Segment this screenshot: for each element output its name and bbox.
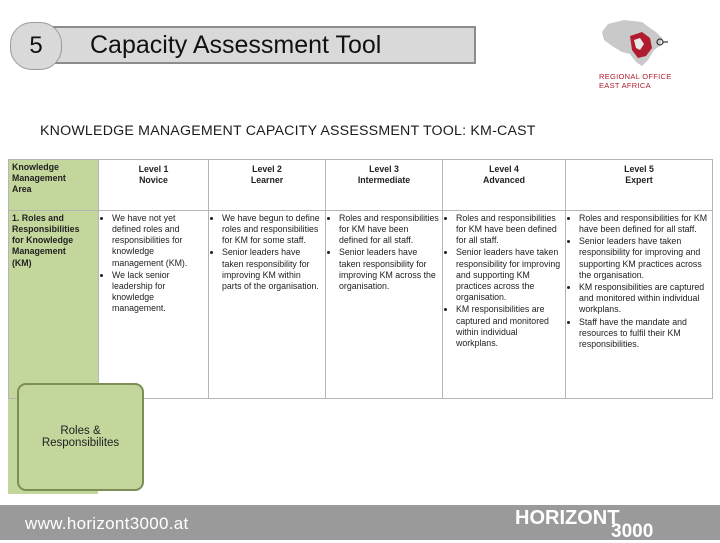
footer-brand-number: 3000 — [611, 521, 654, 542]
level-2-cell — [209, 210, 326, 398]
slide-title: Capacity Assessment Tool — [90, 30, 382, 59]
level-1-header — [99, 160, 209, 211]
callout-line-1: Roles & — [60, 425, 101, 437]
list-item: • Senior leaders have taken responsibility for improving and supporting KM practices across the organisation. — [456, 247, 562, 303]
level-label: Novice — [139, 175, 168, 186]
area-title-line: 1. Roles and — [12, 212, 64, 223]
level-label: Intermediate — [357, 175, 411, 186]
level-4-cell — [443, 210, 566, 398]
callout-line-2: Responsibilites — [41, 437, 120, 449]
level-5-header — [566, 160, 713, 211]
level-name: Level 2 — [252, 164, 282, 174]
list-item: • KM responsibilities are captured and monitored within individual workplans. — [456, 304, 562, 349]
area-title-line: (KM) — [12, 257, 32, 268]
level-2-header — [209, 160, 326, 211]
level-name: Level 1 — [138, 164, 169, 174]
logo-caption — [599, 72, 672, 90]
area-title-line: Responsibilities — [12, 223, 80, 234]
slide-number: 5 — [29, 32, 43, 59]
logo-line-1: REGIONAL OFFICE — [599, 72, 672, 81]
table-header-row — [9, 160, 713, 211]
main-heading: KNOWLEDGE MANAGEMENT CAPACITY ASSESSMENT TOOL: KM-CAST — [40, 123, 536, 139]
table-row — [9, 210, 713, 398]
slide-title-bar — [52, 26, 476, 64]
level-name: Level 4 — [489, 164, 519, 174]
area-title-line: for Knowledge — [12, 235, 74, 246]
list-item: • Senior leaders have taken responsibility for improving KM across the organisation. — [339, 247, 439, 292]
area-header-line: Management — [12, 173, 66, 184]
list-item: • Roles and responsibilities for KM have been defined for all staff. — [579, 213, 709, 235]
list-item: • Roles and responsibilities for KM have been defined for all staff. — [339, 213, 439, 247]
area-title-cell — [9, 210, 99, 398]
list-item: • Senior leaders have taken responsibility for improving KM within parts of the organisation. — [222, 247, 322, 292]
km-cast-table — [8, 159, 713, 399]
level-3-cell — [326, 210, 443, 398]
level-5-cell — [566, 210, 713, 398]
list-item: • KM responsibilities are captured and monitored within individual workplans. — [579, 282, 709, 316]
level-4-header — [443, 160, 566, 211]
area-header-line: Area — [12, 184, 32, 195]
level-label: Advanced — [482, 175, 526, 186]
slide-number-badge — [10, 22, 62, 70]
level-name: Level 5 — [624, 164, 654, 174]
list-item: • We lack senior leadership for knowledge management. — [112, 270, 205, 315]
list-item: • Senior leaders have taken responsibility for improving and supporting KM practices across the organisation. — [579, 236, 709, 281]
list-item: • We have begun to define roles and responsibilities for KM for some staff. — [222, 213, 322, 247]
level-label: Learner — [250, 175, 284, 186]
footer-brand-logo: HORIZONT — [515, 507, 620, 529]
area-header-cell — [9, 160, 99, 211]
level-1-cell — [99, 210, 209, 398]
area-header-line: Knowledge — [12, 162, 59, 172]
level-name: Level 3 — [369, 164, 399, 174]
roles-callout-box — [17, 383, 144, 491]
list-item: • Staff have the mandate and resources to fulfil their KM responsibilities. — [579, 317, 709, 351]
level-label: Expert — [625, 175, 653, 186]
list-item: • Roles and responsibilities for KM have been defined for all staff. — [456, 213, 562, 247]
list-item: • We have not yet defined roles and responsibilities for knowledge management (KM). — [112, 213, 205, 269]
area-title-line: Management — [12, 246, 66, 257]
logo-line-2: EAST AFRICA — [599, 81, 651, 90]
level-3-header — [326, 160, 443, 211]
footer-url-link[interactable]: www.horizont3000.at — [25, 514, 189, 533]
